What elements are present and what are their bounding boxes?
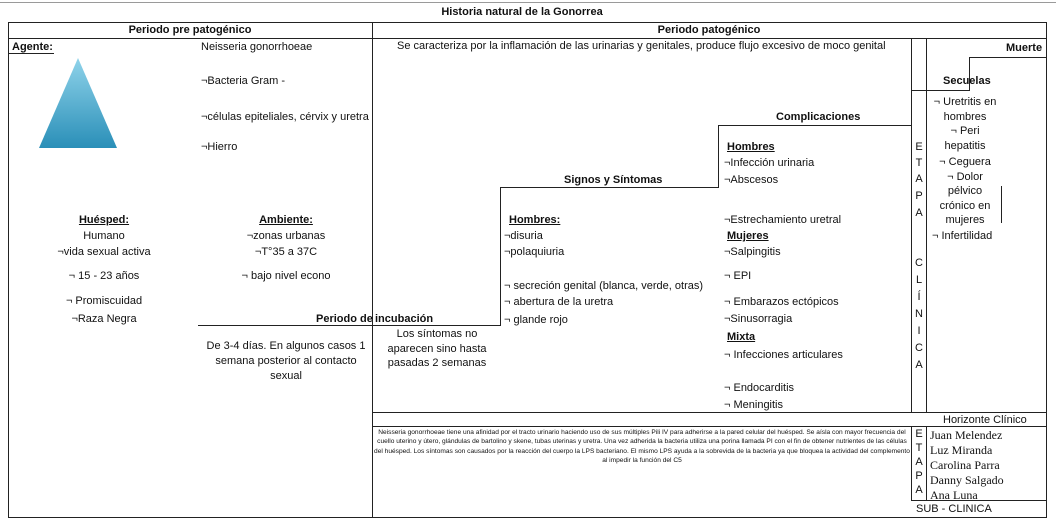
pre-pat-divider	[372, 22, 373, 518]
secuelas-label: Secuelas	[943, 75, 991, 87]
incubacion-left-line: De 3-4 días. En algunos casos 1	[206, 340, 366, 352]
pathogenic-description: Se caracteriza por la inflamación de las urinarias y genitales, produce flujo excesivo de moco genital	[397, 40, 886, 52]
huesped-item: ¬Raza Negra	[71, 313, 137, 325]
secuelas-line: mujeres	[945, 214, 985, 226]
secuelas-line: hombres	[943, 111, 987, 123]
title-bottom-line	[8, 22, 1046, 23]
incubacion-right-line: Los síntomas no	[396, 328, 478, 340]
agente-label: Agente:	[12, 41, 53, 53]
huesped-item: Humano	[83, 230, 125, 242]
etapa-sub-letter: A	[915, 456, 923, 468]
etapa-clinica-letter: Í	[917, 291, 921, 303]
signos-hombres-label: Hombres:	[509, 214, 561, 226]
signos-item: ¬ secreción genital (blanca, verde, otras)	[504, 280, 704, 292]
incubacion-label-a: Periodo de	[316, 313, 373, 325]
agente-item: ¬Bacteria Gram -	[201, 75, 286, 87]
comp-mujeres-item: ¬Sinusorragia	[724, 313, 793, 325]
huesped-label: Huésped:	[78, 214, 130, 226]
step-2-vertical	[718, 125, 719, 188]
incubacion-right-line: aparecen sino hasta	[387, 343, 487, 355]
comp-hombres-item: ¬Estrechamiento uretral	[724, 214, 842, 226]
comp-mixta-label: Mixta	[727, 331, 756, 343]
etapa-clinica-letter: L	[915, 274, 923, 286]
triangle-shape	[38, 58, 118, 150]
footnote-text: Neisseria gonorrhoeae tiene una afinidad por el tracto urinario haciendo uso de sus múltiples Pili IV para adherirse a la pared celular del huésped. Se aísla con mayor frecuencia del cuello uterino y útero, glándulas de bartolino y skene, tubas uterinas y uretra. Una vez adherida la bacteria utiliza una porina llamada PI con el fin de obtener nutrientes de las células del huésped. Los síntomas son causados por la reacción del cuerpo la LPS bacteriano. El mismo LPS ayuda a la sobrevida de la bacteria ya que bloquea la actividad del complemento al impedir la función del C5	[374, 429, 910, 464]
header-patogenico: Periodo patogénico	[657, 24, 761, 36]
comp-hombres-item: ¬Infección urinaria	[724, 157, 815, 169]
signos-item: ¬ glande rojo	[504, 314, 568, 326]
muerte-label: Muerte	[1006, 42, 1043, 54]
etapa-clinica-letter: P	[915, 190, 923, 202]
clinica-left-line	[911, 38, 912, 412]
sub-clinica-label: SUB - CLINICA	[916, 503, 992, 515]
etapa-sub-letter: P	[915, 470, 923, 482]
secuelas-line: hepatitis	[944, 140, 986, 152]
horizonte-line-top	[372, 412, 1046, 413]
huesped-item: ¬ Promiscuidad	[65, 295, 143, 307]
etapa-clinica-letter: N	[915, 308, 923, 320]
header-bottom-line	[8, 38, 1046, 39]
clinica-right-line	[926, 38, 927, 412]
agente-item: ¬Hierro	[201, 141, 238, 153]
secuelas-step-line	[911, 90, 969, 91]
agente-item: ¬células epiteliales, cérvix y uretra	[201, 111, 369, 123]
secuelas-line: ¬ Peri	[950, 125, 980, 137]
etapa-clinica-letter: T	[915, 157, 923, 169]
triangle-icon	[39, 58, 117, 148]
etapa-clinica-letter: I	[917, 325, 921, 337]
complicaciones-label: Complicaciones	[776, 111, 861, 123]
etapa-clinica-letter: A	[915, 173, 923, 185]
comp-mujeres-label: Mujeres	[727, 230, 769, 242]
outer-bottom-line	[8, 517, 1046, 518]
author-name: Danny Salgado	[930, 473, 1004, 487]
comp-mixta-item: ¬ Infecciones articulares	[724, 349, 843, 361]
top-grey-line	[0, 2, 1056, 3]
author-name: Juan Melendez	[930, 428, 1003, 442]
incubacion-left-line: sexual	[270, 370, 302, 382]
etapa-sub-letter: T	[915, 442, 923, 454]
ambiente-label: Ambiente:	[259, 214, 313, 226]
step-1-line	[500, 187, 718, 188]
comp-hombres-label: Hombres	[727, 141, 775, 153]
huesped-item: ¬ 15 - 23 años	[68, 270, 140, 282]
signos-item: ¬polaquiuria	[504, 246, 565, 258]
outer-right-line	[1046, 22, 1047, 518]
huesped-item: ¬vida sexual activa	[57, 246, 151, 258]
ambiente-item: ¬ bajo nivel econo	[241, 270, 331, 282]
incubacion-label-b: incubación	[375, 313, 434, 325]
ambiente-item: ¬T°35 a 37C	[254, 246, 318, 258]
author-name: Ana Luna	[930, 488, 978, 502]
comp-mujeres-item: ¬ Embarazos ectópicos	[724, 296, 839, 308]
etapa-clinica-letter: C	[915, 257, 923, 269]
outer-left-line	[8, 22, 9, 518]
page-title: Historia natural de la Gonorrea	[441, 6, 603, 18]
etapa-sub-letter: A	[915, 484, 923, 496]
step-2-line	[718, 125, 912, 126]
secuelas-line: ¬ Ceguera	[939, 156, 991, 168]
etapa-clinica-letter: E	[915, 141, 923, 153]
etapa-clinica-letter: A	[915, 359, 923, 371]
horizonte-label: Horizonte Clínico	[943, 414, 1027, 426]
ambiente-item: ¬zonas urbanas	[246, 230, 326, 242]
author-name: Luz Miranda	[930, 443, 993, 457]
incubacion-right-line: pasadas 2 semanas	[387, 357, 487, 369]
secuelas-line: ¬ Infertilidad	[932, 230, 993, 242]
signos-label: Signos y Síntomas	[564, 174, 663, 186]
subclinica-right-line	[926, 426, 927, 500]
comp-hombres-item: ¬Abscesos	[724, 174, 779, 186]
step-1-vertical	[500, 187, 501, 326]
signos-item: ¬disuria	[504, 230, 543, 242]
agente-item: Neisseria gonorrhoeae	[201, 41, 313, 53]
muerte-step-line	[969, 57, 1046, 58]
comp-mixta-item: ¬ Endocarditis	[724, 382, 795, 394]
secuelas-line: pélvico	[947, 185, 983, 197]
etapa-sub-letter: E	[915, 428, 923, 440]
header-pre-patogenico: Periodo pre patogénico	[128, 24, 252, 36]
signos-item: ¬ abertura de la uretra	[504, 296, 614, 308]
incubacion-left-line: semana posterior al contacto	[215, 355, 357, 367]
secuelas-line: crónico en	[939, 200, 991, 212]
secuelas-line: ¬ Dolor	[947, 171, 983, 183]
comp-mujeres-item: ¬ EPI	[724, 270, 752, 282]
author-name: Carolina Parra	[930, 458, 1000, 472]
secuelas-line: ¬ Uretritis en	[933, 96, 997, 108]
etapa-clinica-letter: C	[915, 342, 923, 354]
comp-mujeres-item: ¬Salpingitis	[724, 246, 781, 258]
etapa-clinica-letter: A	[915, 207, 923, 219]
comp-mixta-item: ¬ Meningitis	[724, 399, 784, 411]
